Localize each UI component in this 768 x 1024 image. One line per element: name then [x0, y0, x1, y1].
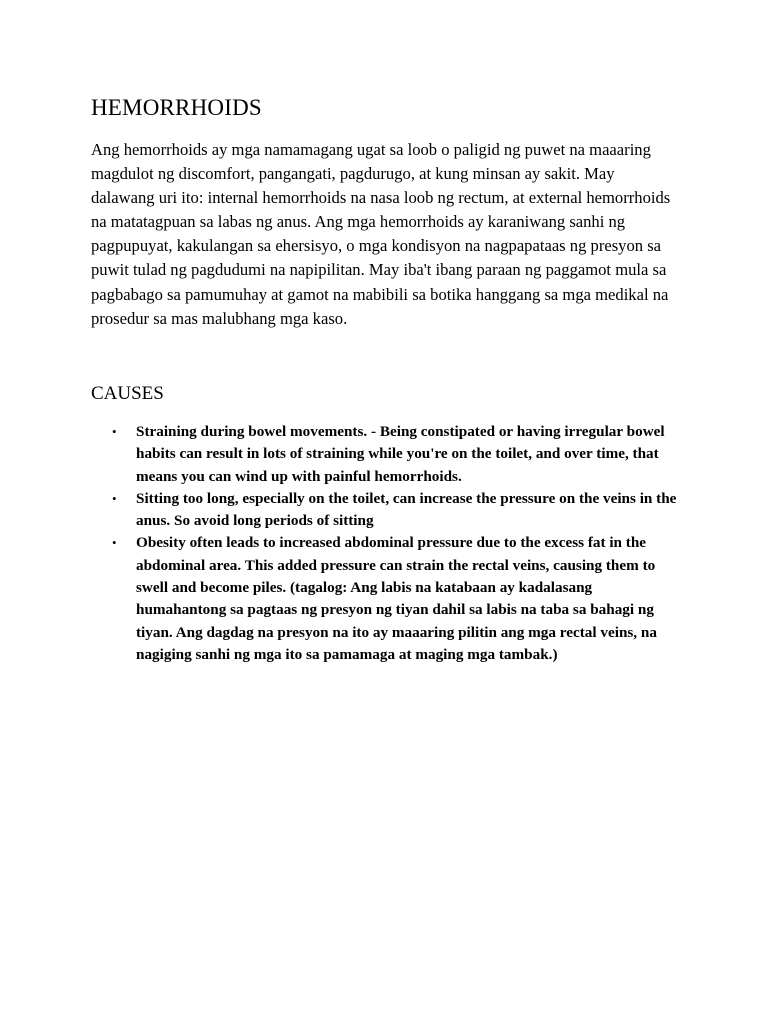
intro-paragraph: Ang hemorrhoids ay mga namamagang ugat sa loob o paligid ng puwet na maaaring magdulot ng discomfort, pangangati, pagdurugo, at kung minsan ay sakit. May dalawang uri ito: internal hemorrhoids na nasa loob ng rectum, at external hemorrhoids na matatagpuan sa labas ng anus. Ang mga hemorrhoids ay karaniwang sanhi ng pagpupuyat, kakulangan sa ehersisyo, o mga kondisyon na nagpapataas ng presyon sa puwit tulad ng pagdudumi na napipilitan. May iba't ibang paraan ng paggamot mula sa pagbabago sa pamumuhay at gamot na mabibili sa botika hanggang sa mga medikal na prosedur sa mas malubhang mga kaso.	[91, 140, 671, 328]
bullet-icon: •	[112, 490, 117, 506]
causes-list	[91, 421, 681, 666]
list-item	[91, 532, 681, 666]
cause-text: Straining during bowel movements. - Being constipated or having irregular bowel habits can result in lots of straining while you're on the toilet, and over time, that means you can wind up with painful hemorrhoids.	[136, 423, 665, 485]
list-item	[91, 421, 681, 488]
causes-heading: CAUSES	[91, 383, 164, 404]
page-title: HEMORRHOIDS	[91, 95, 262, 120]
list-item	[91, 488, 681, 533]
bullet-icon: •	[112, 535, 117, 551]
bullet-icon: •	[112, 424, 117, 439]
cause-text: Sitting too long, especially on the toilet, can increase the pressure on the veins in the anus. So avoid long periods of sitting	[136, 489, 677, 530]
cause-text: Obesity often leads to increased abdominal pressure due to the excess fat in the abdominal area. This added pressure can strain the rectal veins, causing them to swell and become piles. (tagalog: Ang labis na katabaan ay kadalasang humahantong sa pagtaas ng presyon ng tiyan dahil sa labis na taba sa bahagi ng tiyan. Ang dagdag na presyon na ito ay maaaring pilitin ang mga rectal veins, na nagiging sanhi ng mga ito sa pamamaga at maging mga tambak.)	[136, 534, 657, 663]
